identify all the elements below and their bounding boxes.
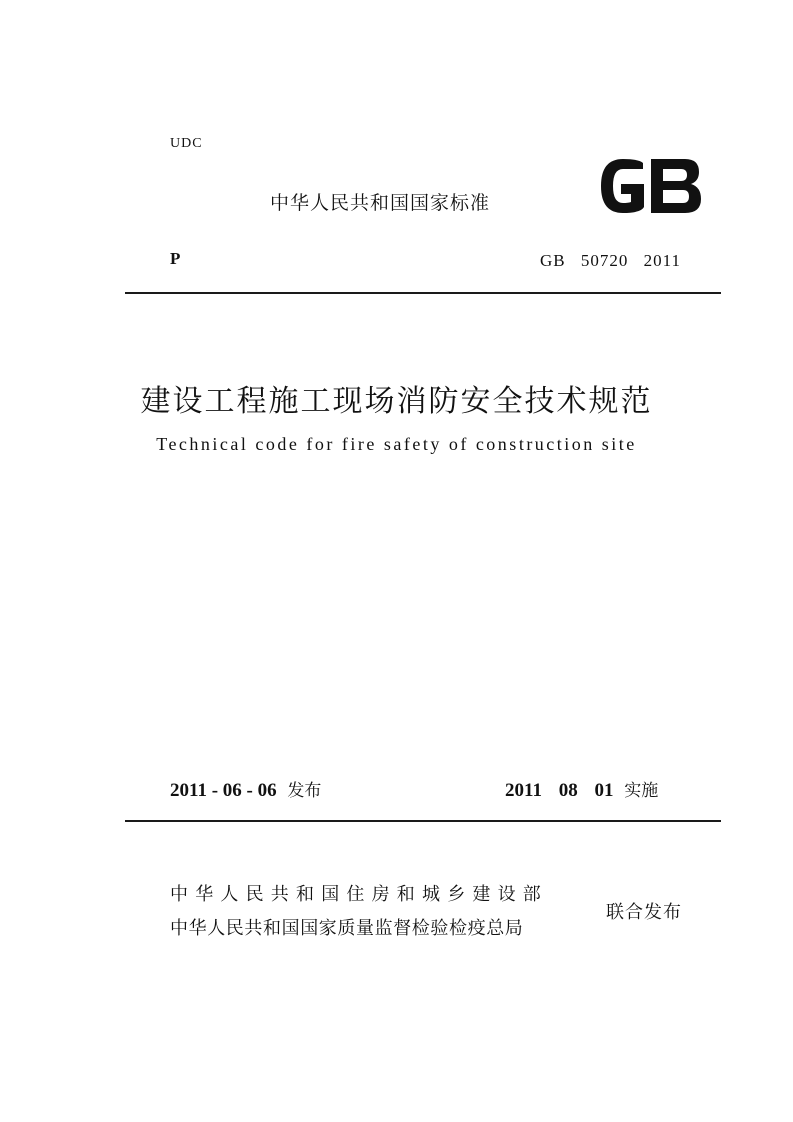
standard-type: 中华人民共和国国家标准 [270, 192, 491, 214]
issue-label: 发布 [287, 781, 322, 801]
title-chinese: 建设工程施工现场消防安全技术规范 [140, 384, 653, 419]
top-divider [125, 292, 721, 294]
publisher-aqsiq: 中华人民共和国国家质量监督检验检疫总局 [170, 918, 524, 939]
classification-code: P [170, 249, 181, 268]
implement-label: 实施 [624, 781, 659, 801]
title-english: Technical code for fire safety of construction site [156, 434, 637, 454]
joint-publish-label: 联合发布 [606, 902, 682, 923]
implement-date: 2011 08 01 [505, 780, 614, 801]
bottom-divider [125, 820, 721, 822]
udc-label: UDC [170, 136, 203, 151]
issue-info [170, 776, 321, 802]
issue-date: 2011 - 06 - 06 [170, 780, 277, 801]
publisher-ministry-housing: 中华人民共和国住房和城乡建设部 [170, 884, 548, 905]
gb-logo [595, 157, 703, 215]
implement-info [505, 776, 658, 802]
standard-number: GB 50720 2011 [540, 251, 681, 270]
